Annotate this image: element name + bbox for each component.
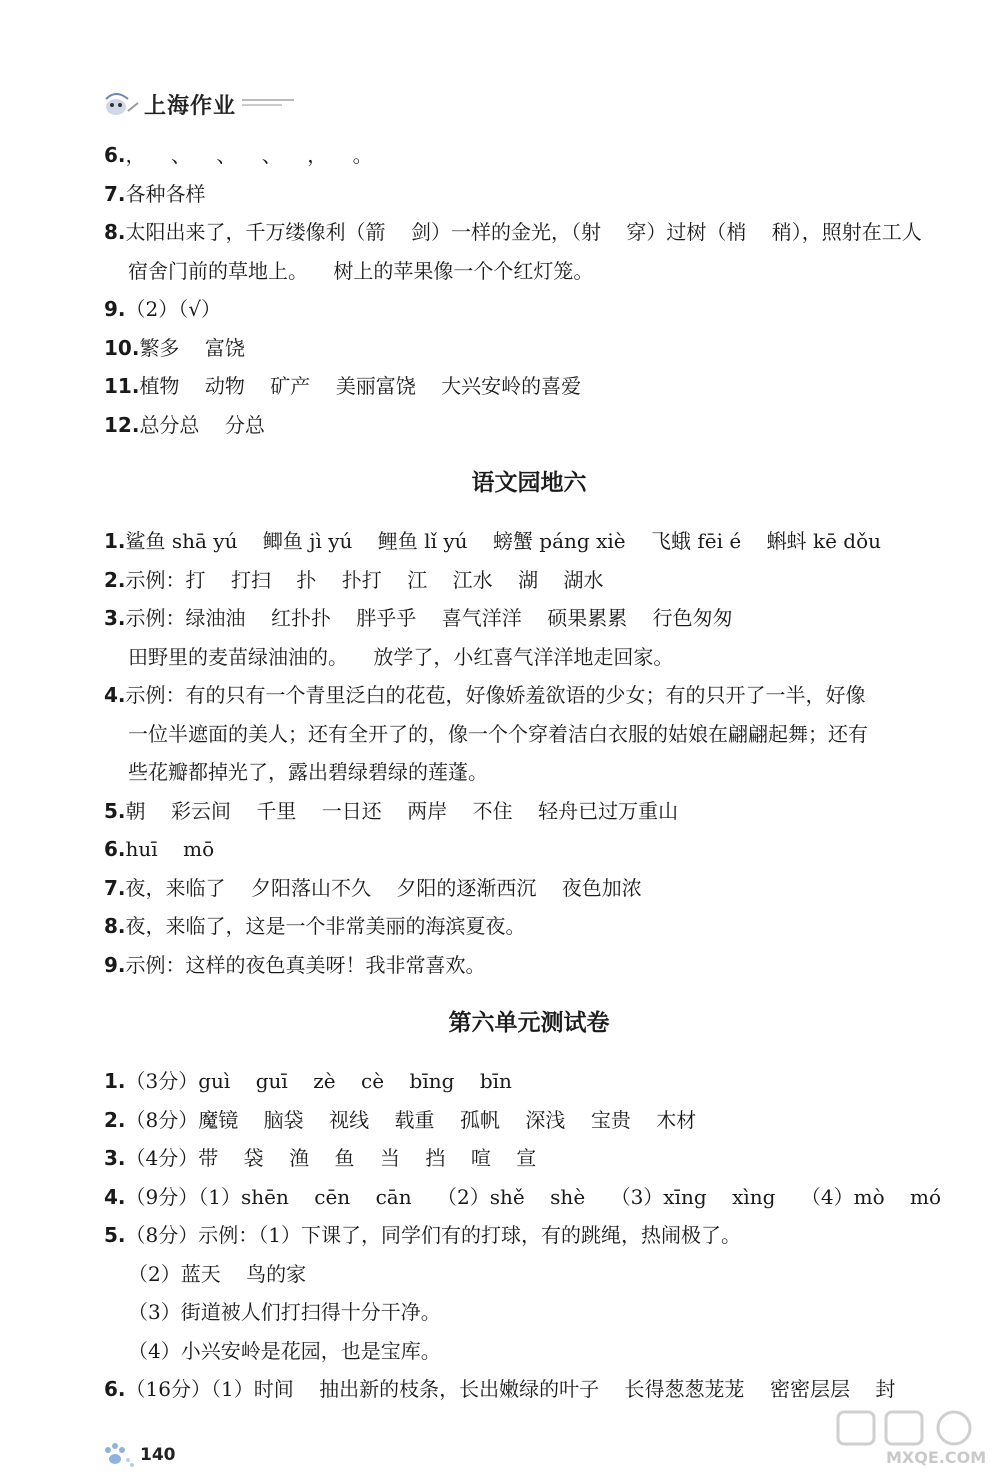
answer-line bbox=[104, 715, 954, 754]
page-number: 140 bbox=[140, 1445, 176, 1465]
answer-content bbox=[104, 136, 954, 1409]
watermark-logo-icon bbox=[834, 1408, 984, 1452]
watermark-text: MXQE.COM bbox=[886, 1448, 987, 1467]
answer-line bbox=[104, 946, 954, 985]
question-number: 6. bbox=[104, 143, 126, 167]
answer-text: 示例：有的只有一个青里泛白的花苞，好像娇羞欲语的少女；有的只开了一半，好像 bbox=[125, 683, 866, 707]
answer-line bbox=[104, 252, 954, 291]
answer-line bbox=[104, 1139, 954, 1178]
answer-text: （3）街道被人们打扫得十分干净。 bbox=[128, 1300, 441, 1324]
page-footer bbox=[100, 1440, 176, 1470]
section-title: 第六单元测试卷 bbox=[448, 1010, 610, 1036]
answer-text: 总分总 分总 bbox=[139, 412, 265, 437]
answer-line bbox=[104, 1178, 954, 1217]
answer-text: （8分）魔镜 脑袋 视线 载重 孤帆 深浅 宝贵 木材 bbox=[125, 1107, 697, 1132]
answer-line bbox=[104, 1293, 954, 1332]
answer-text: 一位半遮面的美人；还有全开了的，像一个个穿着洁白衣服的姑娘在翩翩起舞；还有 bbox=[128, 721, 868, 746]
answer-text: 鲨鱼 shā yú 鲫鱼 jì yú 鲤鱼 lǐ yú 螃蟹 páng xiè 飞蛾 fēi é 蝌蚪 kē dǒu bbox=[125, 529, 882, 553]
question-number: 3. bbox=[104, 1146, 126, 1170]
question-number: 12. bbox=[104, 412, 140, 437]
answer-line bbox=[104, 907, 954, 946]
answer-text: （9分）（1）shēn cēn cān （2）shě shè （3）xīng xìng （4）mò mó bbox=[125, 1184, 942, 1209]
question-number: 1. bbox=[104, 529, 126, 553]
question-number: 9. bbox=[104, 297, 126, 321]
answer-line bbox=[104, 1370, 954, 1409]
question-number: 7. bbox=[104, 875, 126, 900]
answer-text: huī mō bbox=[125, 837, 215, 861]
answer-line bbox=[104, 1062, 954, 1101]
paw-print-icon bbox=[100, 1440, 138, 1470]
question-number: 4. bbox=[104, 1184, 126, 1209]
answer-line bbox=[104, 213, 954, 252]
answer-text: （8分）示例：（1）下课了，同学们有的打球，有的跳绳，热闹极了。 bbox=[125, 1223, 741, 1247]
question-number: 4. bbox=[104, 683, 126, 707]
watermark bbox=[834, 1408, 987, 1472]
answer-line bbox=[104, 290, 954, 329]
question-number: 8. bbox=[104, 220, 126, 244]
question-number: 8. bbox=[104, 914, 126, 938]
answer-text: 夜，来临了，这是一个非常美丽的海滨夏夜。 bbox=[125, 914, 526, 938]
answer-line bbox=[104, 753, 954, 792]
answer-line bbox=[104, 830, 954, 869]
brand-subtitle-decor bbox=[242, 97, 298, 112]
question-number: 5. bbox=[104, 798, 126, 823]
answer-line bbox=[104, 792, 954, 831]
answer-text: （2）（√） bbox=[125, 297, 221, 321]
answer-text: 太阳出来了，千万缕像利（箭 剑）一样的金光，（射 穿）过树（梢 稍），照射在工人 bbox=[125, 220, 922, 244]
answer-line bbox=[104, 1332, 954, 1371]
answer-text: ， 、 、 、 ， 。 bbox=[125, 143, 373, 167]
answer-text: （4分）带 袋 渔 鱼 当 挡 喧 宣 bbox=[125, 1146, 537, 1170]
answer-text: （2）蓝天 鸟的家 bbox=[128, 1261, 307, 1286]
answer-line bbox=[104, 136, 954, 175]
answer-line bbox=[104, 638, 954, 677]
answer-line bbox=[104, 367, 954, 406]
answer-line bbox=[104, 676, 954, 715]
question-number: 2. bbox=[104, 567, 126, 592]
answer-line bbox=[104, 599, 954, 638]
answer-text: （3分）guì guī zè cè bīng bīn bbox=[125, 1069, 512, 1093]
answer-text: （4）小兴安岭是花园，也是宝库。 bbox=[128, 1338, 441, 1363]
question-number: 5. bbox=[104, 1223, 126, 1247]
answer-text: （16分）（1）时间 抽出新的枝条，长出嫩绿的叶子 长得葱葱茏茏 密密层层 封 bbox=[125, 1377, 896, 1401]
question-number: 7. bbox=[104, 181, 126, 206]
answer-text: 宿舍门前的草地上。 树上的苹果像一个个红灯笼。 bbox=[128, 258, 594, 283]
answer-line bbox=[104, 329, 954, 368]
answer-line bbox=[104, 1216, 954, 1255]
question-number: 11. bbox=[104, 374, 140, 398]
answer-text: 示例：打 打扫 扑 扑打 江 江水 湖 湖水 bbox=[125, 567, 604, 592]
question-number: 3. bbox=[104, 606, 126, 630]
section-title: 语文园地六 bbox=[471, 470, 587, 496]
answer-text: 繁多 富饶 bbox=[139, 335, 245, 360]
answer-text: 示例：绿油油 红扑扑 胖乎乎 喜气洋洋 硕果累累 行色匆匆 bbox=[125, 606, 733, 630]
question-number: 2. bbox=[104, 1107, 126, 1132]
answer-text: 些花瓣都掉光了，露出碧绿碧绿的莲蓬。 bbox=[128, 760, 488, 784]
question-number: 10. bbox=[104, 335, 140, 360]
answer-line bbox=[104, 522, 954, 561]
page-header bbox=[102, 84, 298, 124]
question-number: 6. bbox=[104, 837, 126, 861]
answer-line bbox=[104, 406, 954, 445]
answer-line bbox=[104, 869, 954, 908]
answer-text: 示例：这样的夜色真美呀！我非常喜欢。 bbox=[125, 952, 486, 977]
answer-text: 植物 动物 矿产 美丽富饶 大兴安岭的喜爱 bbox=[139, 374, 582, 398]
question-number: 1. bbox=[104, 1069, 126, 1093]
answer-text: 田野里的麦苗绿油油的。 放学了，小红喜气洋洋地走回家。 bbox=[128, 644, 674, 669]
question-number: 9. bbox=[104, 952, 126, 977]
answer-line bbox=[104, 1101, 954, 1140]
answer-text: 夜，来临了 夕阳落山不久 夕阳的逐渐西沉 夜色加浓 bbox=[125, 875, 642, 900]
brand-title: 上海作业 bbox=[144, 93, 237, 119]
answer-line bbox=[104, 561, 954, 600]
question-number: 6. bbox=[104, 1377, 126, 1401]
answer-text: 朝 彩云间 千里 一日还 两岸 不住 轻舟已过万重山 bbox=[125, 798, 679, 823]
answer-line bbox=[104, 1255, 954, 1294]
answer-text: 各种各样 bbox=[125, 181, 206, 206]
mascot-icon bbox=[102, 89, 140, 119]
answer-line bbox=[104, 175, 954, 214]
